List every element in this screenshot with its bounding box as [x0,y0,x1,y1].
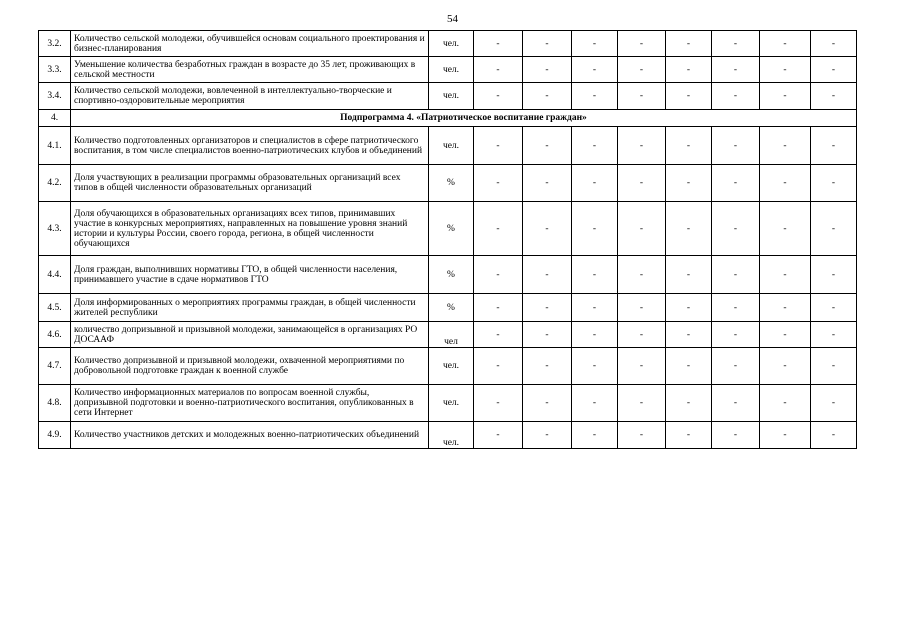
value-cell: - [712,348,760,385]
table-row [39,127,857,165]
value-cell: - [760,348,811,385]
value-cell: - [666,83,712,110]
value-cell: - [474,165,523,202]
value-cell: - [474,422,523,449]
table-body [39,31,857,449]
row-number: 4.3. [39,202,71,256]
value-cell: - [811,256,857,294]
value-cell: - [760,57,811,83]
unit-cell: чел. [429,422,474,449]
value-cell: - [712,294,760,322]
unit-cell: чел. [429,31,474,57]
table-row [39,165,857,202]
value-cell: - [712,322,760,348]
value-cell: - [712,256,760,294]
value-cell: - [618,165,666,202]
row-number: 4.1. [39,127,71,165]
value-cell: - [811,294,857,322]
value-cell: - [618,57,666,83]
indicator-name: Количество сельской молодежи, вовлеченной в интеллектуально-творческие и спортивно-оздоровительные мероприятия [71,83,429,110]
row-number: 4.9. [39,422,71,449]
value-cell: - [523,348,572,385]
value-cell: - [666,348,712,385]
row-number: 3.4. [39,83,71,110]
value-cell: - [523,127,572,165]
value-cell: - [474,127,523,165]
value-cell: - [666,57,712,83]
value-cell: - [666,202,712,256]
value-cell: - [474,57,523,83]
value-cell: - [523,294,572,322]
value-cell: - [712,165,760,202]
unit-cell: % [429,165,474,202]
page-number: 54 [447,13,458,25]
value-cell: - [760,422,811,449]
row-number: 4.2. [39,165,71,202]
value-cell: - [572,57,618,83]
indicators-table [38,30,857,449]
value-cell: - [572,322,618,348]
value-cell: - [666,31,712,57]
table-row [39,57,857,83]
value-cell: - [572,256,618,294]
value-cell: - [760,127,811,165]
value-cell: - [572,165,618,202]
indicator-name: Доля граждан, выполнивших нормативы ГТО, в общей численности населения, принимавшего участие в сдаче нормативов ГТО [71,256,429,294]
value-cell: - [523,31,572,57]
value-cell: - [666,385,712,422]
table-row [39,322,857,348]
value-cell: - [811,83,857,110]
value-cell: - [712,422,760,449]
table-row [39,83,857,110]
indicator-name: Количество информационных материалов по вопросам военной службы, допризывной подготовки и военно-патриотического воспитания, опубликованных в сети Интернет [71,385,429,422]
value-cell: - [474,202,523,256]
section-header-row [39,110,857,127]
value-cell: - [666,165,712,202]
row-number: 4.8. [39,385,71,422]
indicator-name: Количество сельской молодежи, обучившейся основам социального проектирования и бизнес-планирования [71,31,429,57]
row-number: 3.2. [39,31,71,57]
value-cell: - [760,294,811,322]
value-cell: - [618,83,666,110]
unit-cell: % [429,294,474,322]
value-cell: - [474,83,523,110]
value-cell: - [523,322,572,348]
value-cell: - [760,385,811,422]
row-number: 3.3. [39,57,71,83]
value-cell: - [523,83,572,110]
indicator-name: Доля участвующих в реализации программы образовательных организаций всех типов в общей численности образовательных организаций [71,165,429,202]
indicator-name: количество допризывной и призывной молодежи, занимающейся в организациях РО ДОСААФ [71,322,429,348]
value-cell: - [811,127,857,165]
indicator-name: Доля обучающихся в образовательных организациях всех типов, принимавших участие в конкурсных мероприятиях, направленных на повышение уровня знаний истории и культуры России, своего города, региона, в общей численности обучающихся [71,202,429,256]
value-cell: - [474,294,523,322]
indicator-name: Количество участников детских и молодежных военно-патриотических объединений [71,422,429,449]
row-number: 4.6. [39,322,71,348]
value-cell: - [760,165,811,202]
value-cell: - [760,202,811,256]
value-cell: - [712,202,760,256]
value-cell: - [666,256,712,294]
unit-cell: чел [429,322,474,348]
row-number: 4. [39,110,71,127]
value-cell: - [474,322,523,348]
value-cell: - [572,348,618,385]
indicator-name: Количество допризывной и призывной молодежи, охваченной мероприятиями по добровольной подготовке граждан к военной службе [71,348,429,385]
table-row [39,202,857,256]
row-number: 4.5. [39,294,71,322]
unit-cell: чел. [429,57,474,83]
value-cell: - [811,348,857,385]
value-cell: - [572,422,618,449]
value-cell: - [523,165,572,202]
value-cell: - [523,422,572,449]
unit-cell: чел. [429,127,474,165]
value-cell: - [572,202,618,256]
value-cell: - [572,294,618,322]
value-cell: - [712,83,760,110]
value-cell: - [712,31,760,57]
value-cell: - [760,256,811,294]
value-cell: - [712,385,760,422]
value-cell: - [811,57,857,83]
table-row [39,256,857,294]
value-cell: - [618,322,666,348]
value-cell: - [523,385,572,422]
value-cell: - [618,256,666,294]
value-cell: - [760,83,811,110]
value-cell: - [811,422,857,449]
value-cell: - [666,322,712,348]
value-cell: - [523,256,572,294]
value-cell: - [474,31,523,57]
value-cell: - [523,202,572,256]
value-cell: - [618,422,666,449]
table-row [39,422,857,449]
row-number: 4.4. [39,256,71,294]
value-cell: - [572,31,618,57]
value-cell: - [618,202,666,256]
unit-cell: чел. [429,83,474,110]
value-cell: - [474,256,523,294]
value-cell: - [618,294,666,322]
value-cell: - [618,385,666,422]
value-cell: - [760,31,811,57]
row-number: 4.7. [39,348,71,385]
value-cell: - [474,385,523,422]
value-cell: - [712,57,760,83]
unit-cell: % [429,202,474,256]
section-title: Подпрограмма 4. «Патриотическое воспитание граждан» [71,110,857,127]
value-cell: - [618,127,666,165]
value-cell: - [811,31,857,57]
value-cell: - [618,31,666,57]
indicator-name: Доля информированных о мероприятиях программы граждан, в общей численности жителей республики [71,294,429,322]
unit-cell: чел. [429,348,474,385]
value-cell: - [618,348,666,385]
unit-cell: % [429,256,474,294]
value-cell: - [811,385,857,422]
table-row [39,294,857,322]
unit-cell: чел. [429,385,474,422]
value-cell: - [474,348,523,385]
value-cell: - [811,322,857,348]
value-cell: - [811,165,857,202]
value-cell: - [666,422,712,449]
value-cell: - [666,127,712,165]
table-row [39,31,857,57]
value-cell: - [572,127,618,165]
value-cell: - [572,83,618,110]
table-row [39,385,857,422]
indicator-name: Количество подготовленных организаторов и специалистов в сфере патриотического воспитания, в том числе специалистов военно-патриотических клубов и объединений [71,127,429,165]
value-cell: - [666,294,712,322]
value-cell: - [523,57,572,83]
table-row [39,348,857,385]
value-cell: - [572,385,618,422]
value-cell: - [811,202,857,256]
indicator-name: Уменьшение количества безработных граждан в возрасте до 35 лет, проживающих в сельской местности [71,57,429,83]
value-cell: - [760,322,811,348]
value-cell: - [712,127,760,165]
